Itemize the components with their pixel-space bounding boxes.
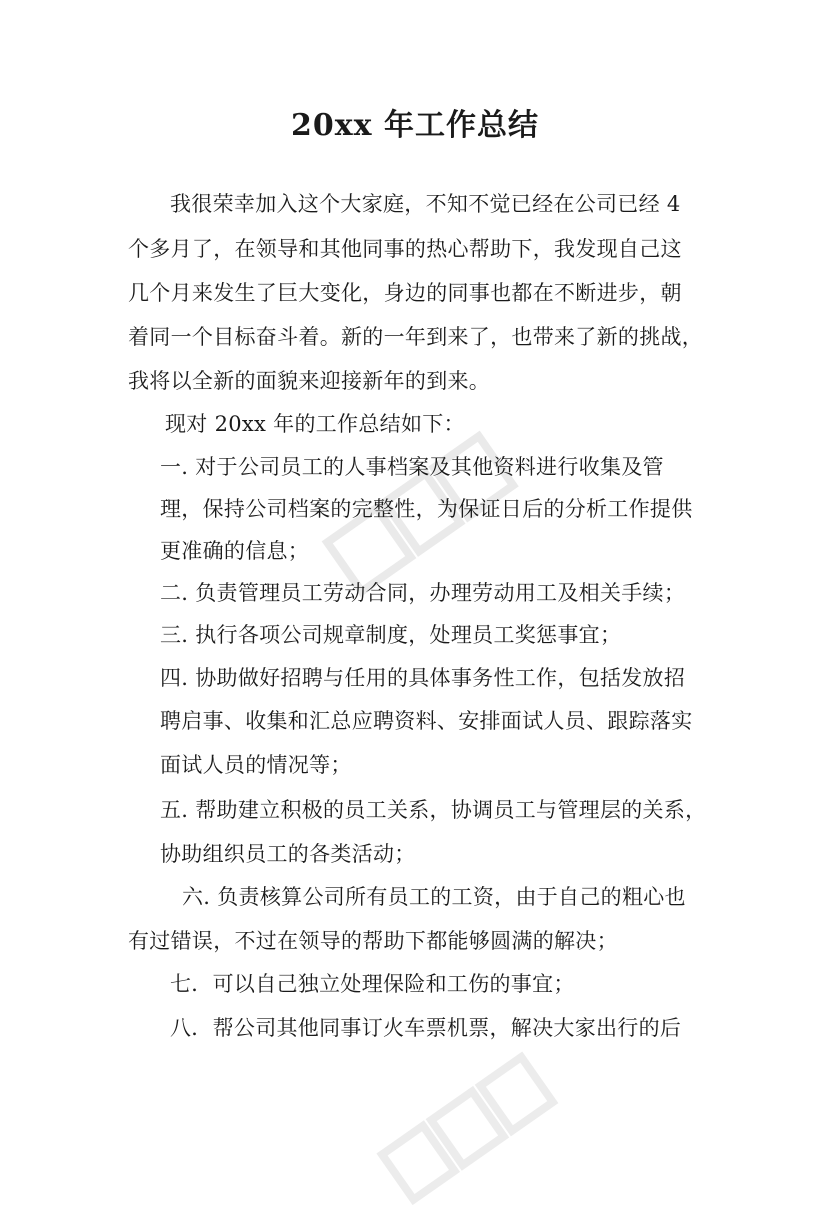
list-item-line: 五. 帮助建立积极的员工关系，协调员工与管理层的关系， bbox=[160, 798, 707, 822]
list-item-line: 面试人员的情况等； bbox=[160, 753, 352, 777]
list-item-line: 聘启事、收集和汇总应聘资料、安排面试人员、跟踪落实 bbox=[160, 709, 693, 733]
list-item-line: 三. 执行各项公司规章制度，处理员工奖惩事宜； bbox=[160, 623, 622, 647]
list-item-line: 二. 负责管理员工劳动合同，办理劳动用工及相关手续； bbox=[160, 581, 686, 605]
list-item-line: 八．帮公司其他同事订火车票机票，解决大家出行的后 bbox=[170, 1016, 682, 1040]
paragraph-line: 我将以全新的面貌来迎接新年的到来。 bbox=[128, 369, 491, 393]
list-item-line: 理，保持公司档案的完整性，为保证日后的分析工作提供 bbox=[160, 497, 693, 521]
list-item-line: 六. 负责核算公司所有员工的工资，由于自己的粗心也 bbox=[182, 885, 686, 909]
document-title: 20xx 年工作总结 bbox=[291, 108, 539, 143]
section-intro: 现对 20xx 年的工作总结如下： bbox=[165, 412, 465, 436]
list-item-line: 七．可以自己独立处理保险和工伤的事宜； bbox=[170, 972, 575, 996]
list-item-line: 一. 对于公司员工的人事档案及其他资料进行收集及管 bbox=[160, 455, 664, 479]
paragraph-line: 几个月来发生了巨大变化，身边的同事也都在不断进步，朝 bbox=[128, 281, 682, 305]
list-item-line: 协助组织员工的各类活动； bbox=[160, 842, 416, 866]
list-item-line: 更准确的信息； bbox=[160, 539, 310, 563]
watermark-mark-icon bbox=[372, 1046, 565, 1215]
list-item-line: 四. 协助做好招聘与任用的具体事务性工作，包括发放招 bbox=[160, 666, 686, 690]
watermark-bottom bbox=[372, 1046, 568, 1218]
paragraph-line: 着同一个目标奋斗着。新的一年到来了，也带来了新的挑战， bbox=[128, 325, 704, 349]
paragraph-line: 我很荣幸加入这个大家庭，不知不觉已经在公司已经 4 bbox=[170, 192, 681, 216]
paragraph-line: 个多月了，在领导和其他同事的热心帮助下，我发现自己这 bbox=[128, 237, 682, 261]
list-item-line: 有过错误，不过在领导的帮助下都能够圆满的解决； bbox=[128, 929, 618, 953]
